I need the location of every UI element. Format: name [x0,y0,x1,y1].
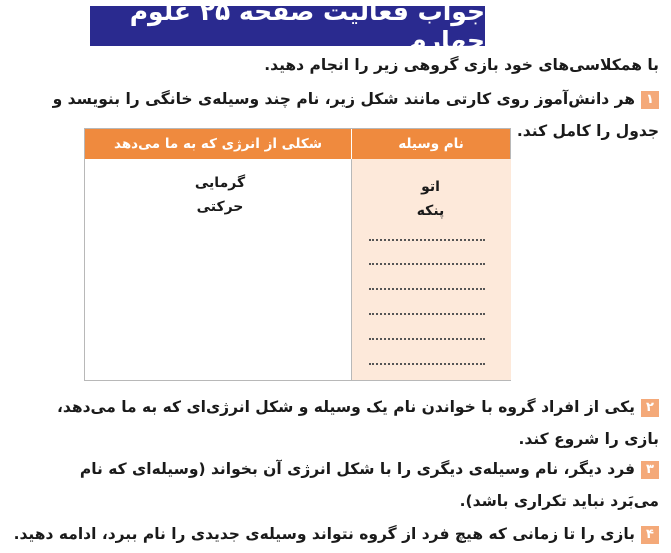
step-1-text: هر دانش‌آموز روی کارتی مانند شکل زیر، نام چند وسیله‌ی خانگی را بنویسد و [52,90,635,108]
step-3-number: ۳ [641,461,659,479]
step-4-number: ۴ [641,526,659,544]
energy-cell-2: حرکتی [196,199,244,215]
energy-table [84,128,511,381]
blank-line [369,363,485,366]
intro-text: با همکلاسی‌های خود بازی گروهی زیر را انجام دهید. [264,56,659,74]
step-2-line-1 [57,396,659,418]
header-energy: شکلی از انرژی که به ما می‌دهد [85,129,352,159]
step-2-number: ۲ [641,399,659,417]
header-device: نام وسیله [352,129,510,159]
step-1-line-1 [53,88,659,110]
blank-line [369,239,485,242]
blank-line [369,313,485,316]
step-1-line-2: جدول را کامل کند. [516,122,659,140]
step-3-text: فرد دیگر، نام وسیله‌ی دیگری را با شکل انرژی آن بخواند (وسیله‌ای که نام [79,460,635,478]
energy-cell-1: گرمایی [194,175,246,191]
device-cell-2: پنکه [416,203,445,219]
step-3-line-1 [80,458,659,480]
step-2-text: یکی از افراد گروه با خواندن نام یک وسیله و شکل انرژی‌ای که به ما می‌دهد، [57,398,635,416]
blank-line [369,288,485,291]
blank-line [369,263,485,266]
device-cell-1: اتو [421,179,440,195]
step-1-number: ۱ [641,91,659,109]
step-3-line-2: می‌بَرد نباید تکراری باشد). [459,492,659,510]
step-2-line-2: بازی را شروع کند. [518,430,659,448]
page-title: جواب فعالیت صفحه ۲۵ علوم چهارم [90,6,485,46]
blank-line [369,338,485,341]
step-4-text: بازی را تا زمانی که هیچ فرد از گروه نتواند وسیله‌ی جدیدی را نام ببرد، ادامه دهید. [13,525,635,543]
step-4-line-1 [14,523,659,545]
